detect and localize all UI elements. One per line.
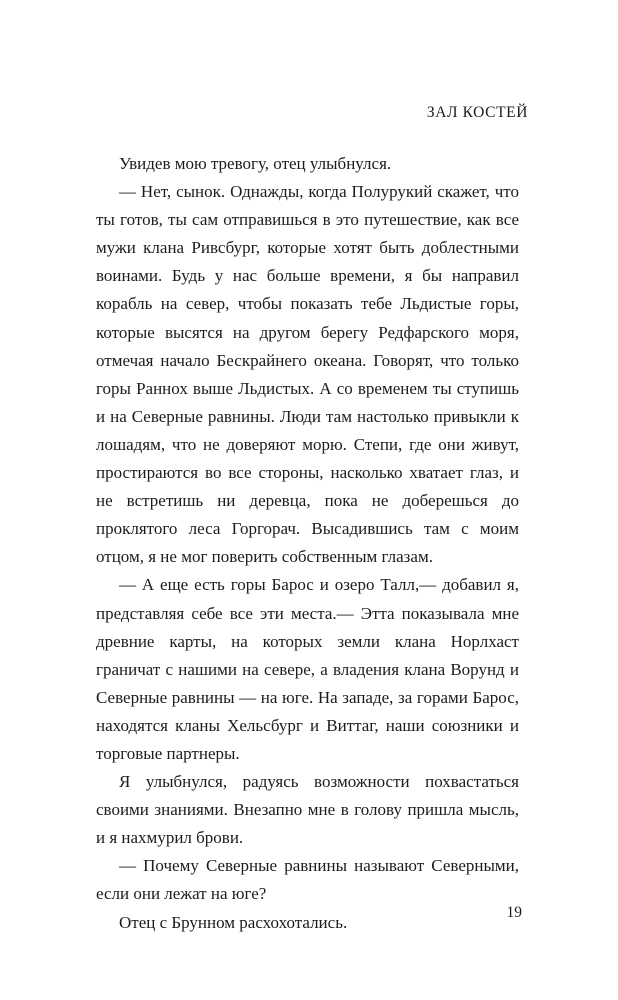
paragraph: — Почему Северные равнины называют Северными, если они лежат на юге? [96,856,519,904]
body-text [96,150,519,937]
paragraph: Я улыбнулся, радуясь возможности похвастаться своими знаниями. Внезапно мне в голову пришла мысль, и я нахмурил брови. [96,772,519,848]
paragraph: — А еще есть горы Барос и озеро Талл,— добавил я, представляя себе все эти места.— Этта показывала мне древние карты, на которых земли клана Норлхаст граничат с нашими на севере, а владения клана Ворунд и Северные равнины — на юге. На западе, за горами Барос, находятся кланы Хельсбург и Виттаг, наши союзники и торговые партнеры. [96,575,519,763]
paragraph: — Нет, сынок. Однажды, когда Полурукий скажет, что ты готов, ты сам отправишься в это путешествие, как все мужи клана Ривсбург, которые хотят быть доблестными воинами. Будь у нас больше времени, я бы направил корабль на север, чтобы показать тебе Льдистые горы, которые высятся на другом берегу Редфарского моря, отмечая начало Бескрайнего океана. Говорят, что только горы Раннох выше Льдистых. А со временем ты ступишь и на Северные равнины. Люди там настолько привыкли к лошадям, что не доверяют морю. Степи, где они живут, простираются во все стороны, насколько хватает глаз, и не встретишь ни деревца, пока не доберешься до проклятого леса Горгорач. Высадившись там с моим отцом, я не мог поверить собственным глазам. [96,182,519,567]
running-head: ЗАЛ КОСТЕЙ [426,104,528,121]
page-number: 19 [506,904,522,921]
paragraph: Увидев мою тревогу, отец улыбнулся. [119,154,392,173]
paragraph: Отец с Брунном расхохотались. [119,912,348,932]
